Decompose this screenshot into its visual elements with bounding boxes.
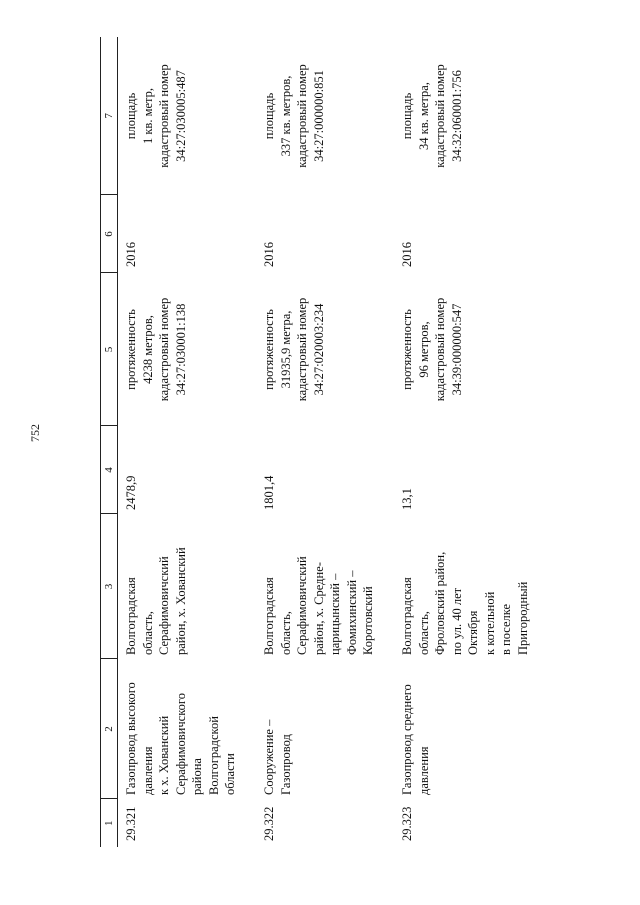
row-number: 29.323 [400, 806, 414, 841]
object-value: 13,1 [400, 488, 414, 510]
table-row [118, 37, 257, 847]
object-characteristic: протяженность 4238 метров, кадастровый номер 34:27:030001:138 [124, 297, 188, 402]
table-row [394, 37, 534, 847]
object-year: 2016 [124, 242, 138, 267]
object-year: 2016 [400, 242, 414, 267]
row-number: 29.322 [262, 806, 276, 841]
object-name: Газопровод среднего давления [400, 684, 431, 795]
object-characteristic: протяженность 31935,9 метра, кадастровый номер 34:27:020003:234 [262, 297, 326, 402]
object-address: Волгоградская область, Фроловский район, по ул. 40 лет Октября к котельной в поселке Пригородный [400, 551, 530, 655]
land-plot-info: площадь 34 кв. метра, кадастровый номер 34:32:060001:756 [400, 64, 464, 168]
object-name: Сооружение – Газопровод [262, 719, 293, 795]
object-year: 2016 [262, 242, 276, 267]
object-address: Волгоградская область, Серафимовичский район, х. Средне- царицынский – Фомихинский – Коротовский [262, 556, 375, 655]
table-row [256, 37, 394, 847]
column-number: 2 [101, 659, 118, 799]
column-number: 3 [101, 514, 118, 659]
column-number-header [101, 37, 118, 847]
land-plot-info: площадь 337 кв. метров, кадастровый номер 34:27:000000:851 [262, 64, 326, 168]
column-number: 1 [101, 799, 118, 847]
column-number: 5 [101, 273, 118, 426]
rotated-table-container [100, 37, 580, 847]
object-value: 1801,4 [262, 475, 276, 510]
object-characteristic: протяженность 96 метров, кадастровый номер 34:39:000000:547 [400, 297, 464, 402]
object-address: Волгоградская область, Серафимовичский район, х. Хованский [124, 547, 188, 655]
column-number: 4 [101, 426, 118, 514]
row-number: 29.321 [124, 806, 138, 841]
object-value: 2478,9 [124, 475, 138, 510]
column-number: 6 [101, 195, 118, 273]
object-name: Газопровод высокого давления к х. Хованский Серафимовичского района Волгоградской области [124, 682, 237, 795]
land-plot-info: площадь 1 кв. метр, кадастровый номер 34:27:030005:487 [124, 64, 188, 168]
page-number: 752 [28, 424, 42, 442]
property-table [100, 37, 534, 847]
column-number: 7 [101, 37, 118, 195]
